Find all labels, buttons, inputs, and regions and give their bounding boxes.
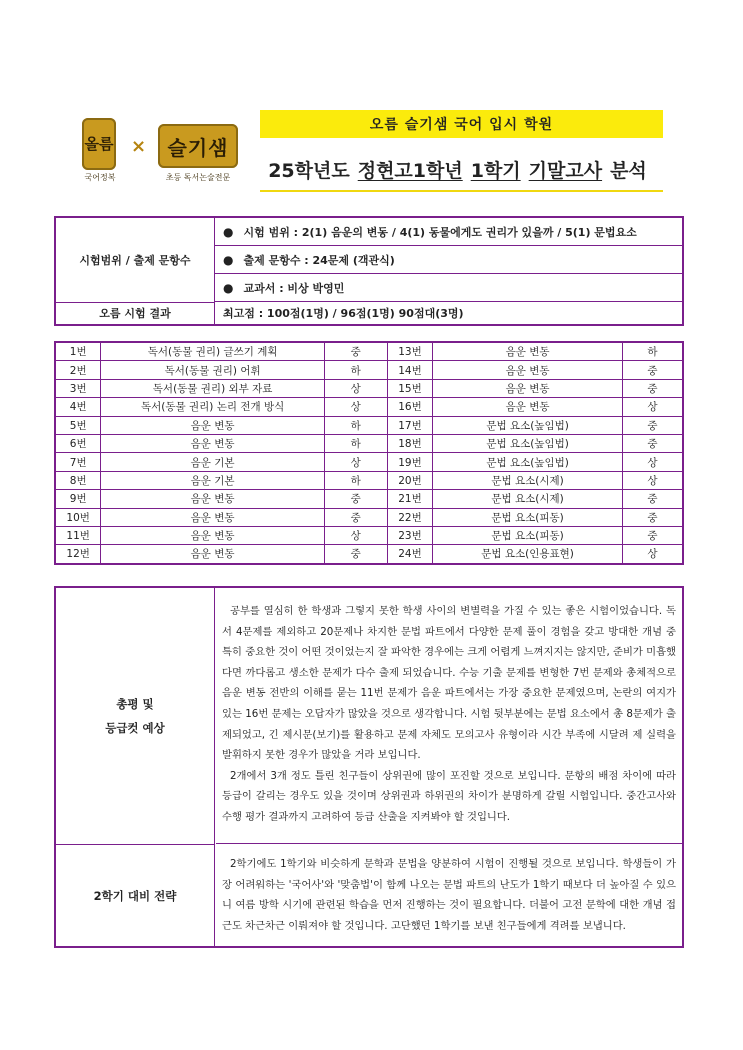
question-topic: 음운 변동 — [101, 508, 325, 526]
difficulty-level: 하 — [324, 361, 387, 379]
page-title — [260, 150, 663, 188]
olm-logo-text: 올름 — [84, 134, 114, 153]
question-topic: 음운 기본 — [101, 453, 325, 471]
question-number: 11번 — [55, 526, 101, 544]
difficulty-level: 하 — [622, 342, 683, 361]
strategy-paragraph: 2학기에도 1학기와 비슷하게 문학과 문법을 양분하여 시험이 진행될 것으로 보입니다. 학생들이 가장 어려워하는 '국어사'와 '맞춤법'이 함께 나오는 문법 파트의 난도가 1학기 때보다 더 높아질 수 있으니 여름 방학 시기에 관련된 학습을 먼저 진행하는 것이 필요합니다. 더불어 고전 문학에 대한 개념 접근도 차근차근 이뤄져야 할 것입니다. 고단했던 1학기를 보낸 친구들에게 격려를 보냅니다. — [222, 858, 676, 932]
table-row — [55, 526, 683, 544]
question-number: 21번 — [387, 490, 433, 508]
summary-label-line1: 총평 및 — [116, 697, 154, 711]
difficulty-level: 상 — [622, 398, 683, 416]
question-number: 17번 — [387, 416, 433, 434]
difficulty-level: 중 — [622, 434, 683, 452]
title-exam: 기말고사 — [528, 159, 603, 182]
table-row — [55, 508, 683, 526]
summary-paragraph-1: 공부를 열심히 한 학생과 그렇지 못한 학생 사이의 변별력을 가질 수 있는 좋은 시험이었습니다. 독서 4문제를 제외하고 20문제나 차지한 문법 파트에서 다양한 문제 풀이 경험을 갖고 방대한 개념 중 특히 중요한 것이 어떤 것이었는지 잘 파악한 경우에는 크게 어렵게 느껴지지는 않지만, 준비가 미흡했다면 까다롭고 생소한 문제가 다수 출제 되었습니다. 수능 기출 문제를 변형한 7번 문제와 총체적으로 음운 변동 전반의 이해를 묻는 11번 문제가 음운 파트에서는 가장 중요한 문제였으며, 논란의 여지가 있는 16번 문제는 오답자가 많았을 것으로 생각합니다. 시험 뒷부분에는 문법 요소에서 총 8문제가 출제되었고, 긴 제시문(보기)를 활용하고 문제 자체도 모의고사 유형이라 시간 부족에 시달려 제 실력을 발휘하지 못한 경우가 많았을 거라 보입니다. — [222, 605, 676, 762]
question-topic: 문법 요소(높임법) — [433, 434, 622, 452]
question-topic: 독서(동물 권리) 글쓰기 계획 — [101, 342, 325, 361]
question-topic: 음운 변동 — [433, 398, 622, 416]
question-topic: 음운 변동 — [433, 361, 622, 379]
difficulty-level: 상 — [324, 526, 387, 544]
question-number: 8번 — [55, 471, 101, 489]
question-number: 24번 — [387, 545, 433, 564]
table-row — [55, 416, 683, 434]
summary-paragraph-2: 2개에서 3개 정도 틀린 친구들이 상위권에 많이 포진할 것으로 보입니다. 문항의 배점 차이에 따라 등급이 갈리는 경우도 있을 것이며 상위권과 하위권의 차이가 분명하게 갈릴 시험입니다. 중간고사와 수행 평가 결과까지 고려하여 등급 산출을 지켜봐야 할 것입니다. — [222, 769, 676, 823]
question-topic: 문법 요소(시제) — [433, 490, 622, 508]
times-icon: × — [131, 136, 147, 157]
analysis-box — [54, 586, 684, 948]
question-number: 12번 — [55, 545, 101, 564]
exam-range: 시험 범위 : 2(1) 음운의 변동 / 4(1) 동물에게도 권리가 있을까 / 5(1) 문법요소 — [243, 225, 637, 239]
difficulty-level: 상 — [622, 471, 683, 489]
textbook: 교과서 : 비상 박영민 — [243, 281, 345, 295]
question-topic: 문법 요소(피동) — [433, 508, 622, 526]
difficulty-level: 중 — [324, 342, 387, 361]
question-topic: 독서(동물 권리) 어휘 — [101, 361, 325, 379]
question-topic: 음운 기본 — [101, 471, 325, 489]
difficulty-level: 상 — [622, 545, 683, 564]
question-topic: 음운 변동 — [433, 342, 622, 361]
question-number: 20번 — [387, 471, 433, 489]
result-label: 오름 시험 결과 — [56, 302, 215, 324]
olm-logo-subtitle: 국어정복 — [84, 173, 116, 182]
question-count: 출제 문항수 : 24문제 (객관식) — [243, 253, 395, 267]
textbook-row — [215, 274, 682, 302]
question-number: 14번 — [387, 361, 433, 379]
exam-info-box — [54, 216, 684, 326]
academy-banner: 오름 슬기샘 국어 입시 학원 — [260, 110, 663, 138]
difficulty-level: 하 — [324, 471, 387, 489]
difficulty-level: 상 — [324, 379, 387, 397]
question-topic: 문법 요소(시제) — [433, 471, 622, 489]
difficulty-level: 상 — [622, 453, 683, 471]
difficulty-level: 중 — [324, 508, 387, 526]
summary-label-line2: 등급컷 예상 — [105, 721, 165, 735]
question-number: 23번 — [387, 526, 433, 544]
title-semester: 1학기 — [470, 159, 521, 182]
title-divider — [260, 190, 663, 192]
bullet-icon: ● — [223, 252, 234, 267]
title-analysis: 분석 — [610, 159, 647, 182]
question-number: 1번 — [55, 342, 101, 361]
difficulty-level: 중 — [622, 361, 683, 379]
question-number: 4번 — [55, 398, 101, 416]
bullet-icon: ● — [223, 224, 234, 239]
difficulty-level: 중 — [622, 526, 683, 544]
question-topic: 음운 변동 — [101, 416, 325, 434]
difficulty-level: 중 — [324, 490, 387, 508]
strategy-text — [216, 845, 682, 946]
question-topic: 문법 요소(높임법) — [433, 453, 622, 471]
table-row — [55, 379, 683, 397]
question-number: 7번 — [55, 453, 101, 471]
table-row — [55, 545, 683, 564]
table-row — [55, 398, 683, 416]
difficulty-level: 하 — [324, 434, 387, 452]
bullet-icon: ● — [223, 280, 234, 295]
question-topic: 음운 변동 — [101, 434, 325, 452]
question-number: 5번 — [55, 416, 101, 434]
title-year: 25학년도 — [268, 159, 350, 182]
question-number: 2번 — [55, 361, 101, 379]
question-topic: 문법 요소(피동) — [433, 526, 622, 544]
strategy-label: 2학기 대비 전략 — [56, 845, 215, 946]
question-topic: 독서(동물 권리) 논리 전개 방식 — [101, 398, 325, 416]
question-topic: 음운 변동 — [433, 379, 622, 397]
question-number: 13번 — [387, 342, 433, 361]
question-topic: 독서(동물 권리) 외부 자료 — [101, 379, 325, 397]
table-row — [55, 453, 683, 471]
scope-label: 시험범위 / 출제 문항수 — [56, 218, 215, 303]
summary-text — [216, 588, 682, 844]
question-table — [54, 341, 684, 565]
top-scores: 최고점 : 100점(1명) / 96점(1명) 90점대(3명) — [223, 307, 464, 320]
question-topic: 음운 변동 — [101, 545, 325, 564]
question-topic: 음운 변동 — [101, 490, 325, 508]
result-row — [215, 302, 682, 324]
difficulty-level: 하 — [324, 416, 387, 434]
difficulty-level: 중 — [622, 379, 683, 397]
question-number: 6번 — [55, 434, 101, 452]
table-row — [55, 490, 683, 508]
difficulty-level: 상 — [324, 453, 387, 471]
question-number: 10번 — [55, 508, 101, 526]
question-topic: 문법 요소(인용표현) — [433, 545, 622, 564]
question-number: 19번 — [387, 453, 433, 471]
question-number: 18번 — [387, 434, 433, 452]
question-count-row — [215, 246, 682, 274]
difficulty-level: 상 — [324, 398, 387, 416]
question-number: 22번 — [387, 508, 433, 526]
question-number: 15번 — [387, 379, 433, 397]
question-number: 9번 — [55, 490, 101, 508]
question-topic: 음운 변동 — [101, 526, 325, 544]
table-row — [55, 361, 683, 379]
difficulty-level: 중 — [622, 490, 683, 508]
exam-range-row — [215, 218, 682, 246]
seulgisaem-logo-subtitle: 초등 독서논술전문 — [165, 173, 231, 182]
question-topic: 문법 요소(높임법) — [433, 416, 622, 434]
question-number: 3번 — [55, 379, 101, 397]
seulgisaem-logo: 슬기샘 — [158, 124, 238, 168]
difficulty-level: 중 — [324, 545, 387, 564]
table-row — [55, 471, 683, 489]
table-row — [55, 434, 683, 452]
title-school: 정현고1학년 — [357, 159, 463, 182]
table-row — [55, 342, 683, 361]
difficulty-level: 중 — [622, 508, 683, 526]
summary-label — [56, 588, 215, 845]
difficulty-level: 중 — [622, 416, 683, 434]
question-number: 16번 — [387, 398, 433, 416]
